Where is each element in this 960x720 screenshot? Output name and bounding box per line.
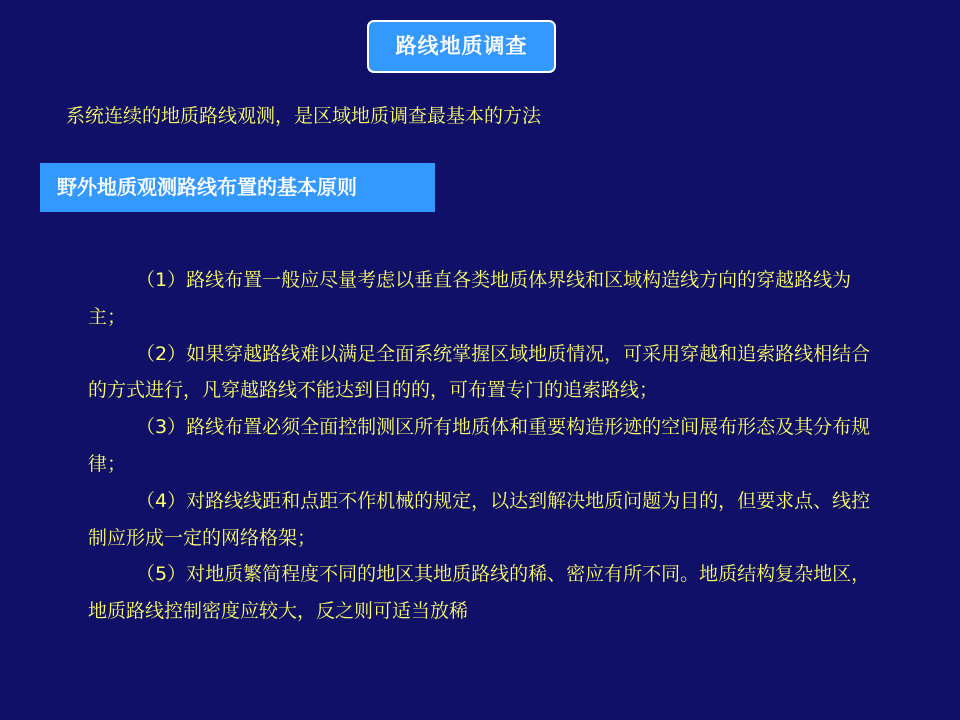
principles-list xyxy=(88,262,878,630)
subtitle: 系统连续的地质路线观测，是区域地质调查最基本的方法 xyxy=(66,105,542,127)
principle-item-1: （1）路线布置一般应尽量考虑以垂直各类地质体界线和区域构造线方向的穿越路线为主； xyxy=(88,269,852,328)
principle-item-4: （4）对路线线距和点距不作机械的规定，以达到解决地质问题为目的，但要求点、线控制应形成一定的网络格架； xyxy=(88,489,871,549)
slide-title: 路线地质调查 xyxy=(367,20,556,73)
principle-item-3: （3）路线布置必须全面控制测区所有地质体和重要构造形迹的空间展布形态及其分布规律； xyxy=(88,416,871,475)
principle-item-2: （2）如果穿越路线难以满足全面系统掌握区域地质情况，可采用穿越和追索路线相结合的方式进行，凡穿越路线不能达到目的的，可布置专门的追索路线； xyxy=(88,342,871,402)
principle-item-5: （5）对地质繁简程度不同的地区其地质路线的稀、密应有所不同。地质结构复杂地区，地质路线控制密度应较大，反之则可适当放稀 xyxy=(88,563,871,623)
section-heading: 野外地质观测路线布置的基本原则 xyxy=(40,163,435,212)
